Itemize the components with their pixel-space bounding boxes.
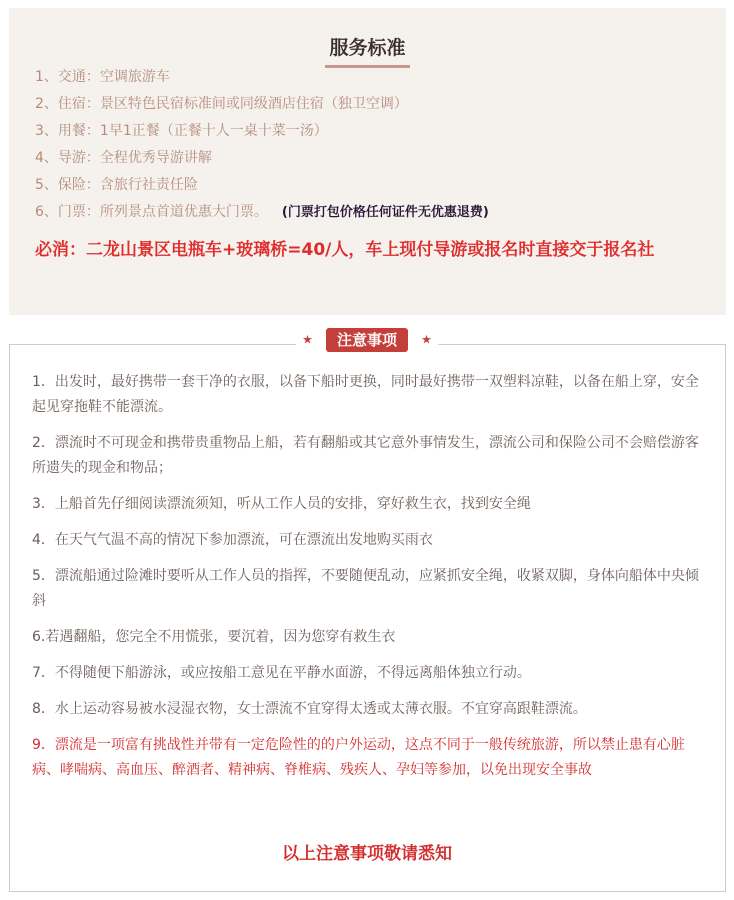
note-item: 2．漂流时不可现金和携带贵重物品上船，若有翻船或其它意外事情发生，漂流公司和保险公司不会赔偿游客所遗失的现金和物品；	[32, 435, 699, 476]
star-icon: ★	[302, 332, 313, 347]
note-item: 8．水上运动容易被水浸湿衣物，女士漂流不宜穿得太透或太薄衣服。不宜穿高跟鞋漂流。	[32, 701, 587, 717]
service-item-tickets: 6、门票：所列景点首道优惠大门票。 (门票打包价格任何证件无优惠退费)	[35, 204, 489, 220]
note-item: 4．在天气气温不高的情况下参加漂流，可在漂流出发地购买雨衣	[32, 532, 433, 548]
star-icon: ★	[421, 332, 432, 347]
service-title: 服务标准	[9, 36, 726, 68]
service-item-accommodation: 2、住宿：景区特色民宿标准间或同级酒店住宿（独卫空调）	[35, 96, 408, 112]
service-list	[35, 64, 716, 226]
note-item: 6.若遇翻船，您完全不用慌张，要沉着，因为您穿有救生衣	[32, 629, 396, 645]
note-item-warning: 9．漂流是一项富有挑战性并带有一定危险性的的户外运动，这点不同于一般传统旅游，所以禁止患有心脏病、哮喘病、高血压、醉酒者、精神病、脊椎病、残疾人、孕妇等参加，以免出现安全事故	[32, 737, 685, 778]
service-item-insurance: 5、保险：含旅行社责任险	[35, 177, 198, 193]
service-standards-section	[9, 8, 726, 315]
note-item: 7．不得随便下船游泳，或应按船工意见在平静水面游，不得远离船体独立行动。	[32, 665, 531, 681]
service-item-meals: 3、用餐：1早1正餐（正餐十人一桌十菜一汤）	[35, 123, 328, 139]
service-item-guide: 4、导游：全程优秀导游讲解	[35, 150, 212, 166]
note-item: 5．漂流船通过险滩时要听从工作人员的指挥，不要随便乱动，应紧抓安全绳，收紧双脚，身体向船体中央倾斜	[32, 568, 699, 609]
mandatory-fee-notice: 必消：二龙山景区电瓶车+玻璃桥=40/人，车上现付导游或报名时直接交于报名社	[35, 240, 655, 260]
note-item: 1．出发时，最好携带一套干净的衣服，以备下船时更换，同时最好携带一双塑料凉鞋，以备在船上穿，安全起见穿拖鞋不能漂流。	[32, 374, 699, 415]
ticket-note: (门票打包价格任何证件无优惠退费)	[281, 205, 489, 220]
service-item-transport: 1、交通：空调旅游车	[35, 69, 170, 85]
notes-header	[0, 326, 734, 352]
notes-title-badge: 注意事项	[326, 328, 408, 352]
notes-list	[32, 370, 712, 794]
closing-notice: 以上注意事项敬请悉知	[282, 844, 452, 864]
note-item: 3．上船首先仔细阅读漂流须知，听从工作人员的安排，穿好救生衣，找到安全绳	[32, 496, 531, 512]
